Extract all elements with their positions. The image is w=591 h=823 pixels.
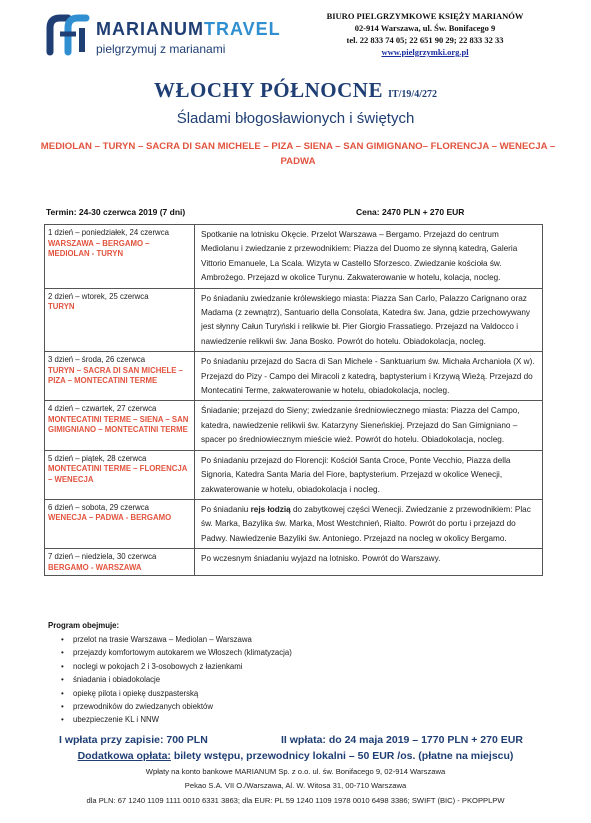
extra-fee [0, 750, 591, 762]
office-name: BIURO PIELGRZYMKOWE KSIĘŻY MARIANÓW [326, 11, 524, 21]
itinerary-row [45, 499, 543, 548]
day-places: MONTECATINI TERME – SIENA – SAN GIMIGNIANO – MONTECATINI TERME [48, 414, 189, 435]
bank-account-numbers: dla PLN: 67 1240 1109 1111 0010 6331 3863; dla EUR: PL 59 1240 1109 1978 0010 6498 3386; SWIFT (BIC) - PKOPPLPW [86, 796, 505, 805]
itinerary-row [45, 549, 543, 576]
itinerary-table [44, 224, 543, 576]
day-description [195, 499, 543, 548]
office-address: 02-914 Warszawa, ul. Św. Bonifacego 9 [354, 23, 496, 33]
program-section [48, 621, 568, 727]
desc-text: Spotkanie na lotnisku Okęcie. Przelot Warszawa – Bergamo. Przejazd do centrum Mediolanu i zwiedzanie z przewodnikiem: Piazza del Duomo ze słynną katedrą, Galeria Vittorio Emanuele, La Scala. Wizyta w Castello Sforzesco. Zwiedzanie kościoła św. Ambrożego. Przejazd w okolice Turynu. Zakwaterowanie w hotelu, kolacja, nocleg. [201, 230, 518, 283]
second-payment: II wpłata: do 24 maja 2019 – 1770 PLN + 270 EUR [281, 734, 523, 746]
page-title [0, 78, 591, 103]
list-item: • przelot na trasie Warszawa – Mediolan – Warszawa [61, 633, 568, 646]
route-summary: MEDIOLAN – TURYN – SACRA DI SAN MICHELE – PIZA – SIENA – SAN GIMIGNANO– FLORENCJA – WENECJA – PADWA [40, 141, 556, 167]
itinerary-row [45, 288, 543, 352]
itinerary-row [45, 225, 543, 289]
brand-name-travel: TRAVEL [203, 19, 281, 39]
list-item: • przejazdy komfortowym autokarem we Włoszech (klimatyzacja) [61, 646, 568, 659]
day-cell [45, 549, 195, 576]
desc-text: Po śniadaniu przejazd do Sacra di San Michele - Sanktuarium św. Michała Archanioła (X w). Przejazd do Pizy - Campo dei Miracoli z katedrą, baptysterium i Krzywą Wieżą. Przejazd do Montecatini Terme, zakwaterowanie w hotelu, obiadokolacja, nocleg. [201, 357, 535, 396]
extra-fee-label: Dodatkowa opłata: [77, 750, 171, 762]
day-label: 5 dzień – piątek, 28 czerwca [48, 453, 147, 463]
list-item: • opiekę pilota i opiekę duszpasterską [61, 687, 568, 700]
day-description [195, 225, 543, 289]
brand-name-part: MARIANUM [96, 19, 204, 39]
trip-price: Cena: 2470 PLN + 270 EUR [356, 207, 465, 217]
list-item: • przewodników do zwiedzanych obiektów [61, 700, 568, 713]
list-item: • noclegi w pokojach 2 i 3-osobowych z łazienkami [61, 660, 568, 673]
trip-dates: Termin: 24-30 czerwca 2019 (7 dni) [46, 207, 186, 217]
bank-info-line: Pekao S.A. VII O./Warszawa, Al. W. Witosa 31, 00-710 Warszawa [184, 781, 407, 790]
bank-info-line: Wpłaty na konto bankowe MARIANUM Sp. z o.o. ul. św. Bonifacego 9, 02-914 Warszawa [145, 767, 446, 776]
page-subtitle: Śladami błogosławionych i świętych [176, 110, 415, 127]
day-cell [45, 401, 195, 450]
day-cell [45, 225, 195, 289]
list-item: • śniadania i obiadokolacje [61, 673, 568, 686]
desc-text: Po wczesnym śniadaniu wyjazd na lotnisko. Powrót do Warszawy. [201, 554, 441, 564]
itinerary-row [45, 352, 543, 401]
office-info [300, 10, 550, 58]
day-places: MONTECATINI TERME – FLORENCJA – WENECJA [48, 464, 188, 484]
day-label: 2 dzień – wtorek, 25 czerwca [48, 291, 149, 301]
desc-text: do zabytkowej części Wenecji. Zwiedzanie z przewodnikiem: Plac św. Marka, Bazylika św. Marka, Most Westchnień, Rialto. Powrót do portu i przejazd do Padwy. Nawiedzenie Bazyliki św. Antoniego. Przejazd na nocleg w okolicy Bergamo. [201, 504, 531, 543]
day-cell [45, 352, 195, 401]
payment-installments [59, 734, 559, 746]
first-payment: I wpłata przy zapisie: 700 PLN [59, 734, 208, 746]
day-places: TURYN [48, 302, 75, 312]
desc-text: Śniadanie; przejazd do Sieny; zwiedzanie średniowiecznego miasta: Piazza del Campo, katedra, nawiedzenie relikwii św. Katarzyny Sieneńskiej. Przejazd do San Gimigniano – spacer po średniowiecznym mieście wież. Powrót do hotelu. Obiadokolacja, nocleg. [201, 406, 520, 445]
brand-name [96, 19, 281, 40]
desc-text: Po śniadaniu [201, 504, 251, 514]
day-places: WARSZAWA – BERGAMO – MEDIOLAN - TURYN [48, 238, 150, 258]
desc-text: Po śniadaniu przejazd do Florencji: Kościół Santa Croce, Ponte Vecchio, Piazza della Signoria, Katedra Santa Maria del Fiore, baptysterium. Przejazd w okolice Wenecji, zakwaterowanie w hotelu, obiadokolacja i nocleg. [201, 455, 511, 494]
day-description [195, 288, 543, 352]
itinerary-row [45, 450, 543, 499]
day-cell [45, 499, 195, 548]
desc-highlight: rejs łodzią [250, 504, 291, 514]
title-main: WŁOCHY PÓŁNOCNE [154, 78, 383, 102]
day-cell [45, 450, 195, 499]
marianum-logo-icon [46, 14, 90, 56]
day-label: 3 dzień – środa, 26 czerwca [48, 355, 146, 365]
program-list [61, 633, 568, 727]
trip-code: IT/19/4/272 [388, 89, 437, 100]
day-description [195, 352, 543, 401]
itinerary-row [45, 401, 543, 450]
day-places: BERGAMO - WARSZAWA [48, 562, 142, 572]
list-item: • ubezpieczenie KL i NNW [61, 713, 568, 726]
desc-text: Po śniadaniu zwiedzanie królewskiego miasta: Piazza San Carlo, Palazzo Carignano oraz Madama (z zewnątrz), Santuario della Consolata, Katedra św. Jana, gdzie przechowywany jest słynny Całun Turyński i relikwie bł. Pier Giorgio Frassatiego. Przejazd na Valdocco i nawiedzenie relikwii św. Jana Bosko. Powrót do hotelu. Obiadokolacja, nocleg. [201, 293, 531, 346]
day-description [195, 401, 543, 450]
day-label: 4 dzień – czwartek, 27 czerwca [48, 404, 157, 414]
company-logo [46, 10, 296, 60]
program-title: Program obejmuje: [48, 621, 120, 630]
day-places: WENECJA – PADWA - BERGAMO [48, 513, 172, 523]
extra-fee-text: bilety wstępu, przewodnicy lokalni – 50 EUR /os. (płatne na miejscu) [170, 750, 514, 762]
terms-row [46, 207, 566, 217]
day-description [195, 450, 543, 499]
day-label: 6 dzień – sobota, 29 czerwca [48, 502, 149, 512]
day-label: 1 dzień – poniedziałek, 24 czerwca [48, 228, 169, 237]
day-places: TURYN – SACRA DI SAN MICHELE – PIZA – MONTECATINI TERME [48, 365, 184, 386]
office-website-link[interactable]: www.pielgrzymki.org.pl [381, 47, 469, 57]
day-cell [45, 288, 195, 352]
brand-tagline: pielgrzymuj z marianami [96, 42, 226, 56]
office-phones: tel. 22 833 74 05; 22 651 90 29; 22 833 32 33 [346, 35, 504, 45]
day-description [195, 549, 543, 576]
day-label: 7 dzień – niedziela, 30 czerwca [48, 552, 157, 562]
